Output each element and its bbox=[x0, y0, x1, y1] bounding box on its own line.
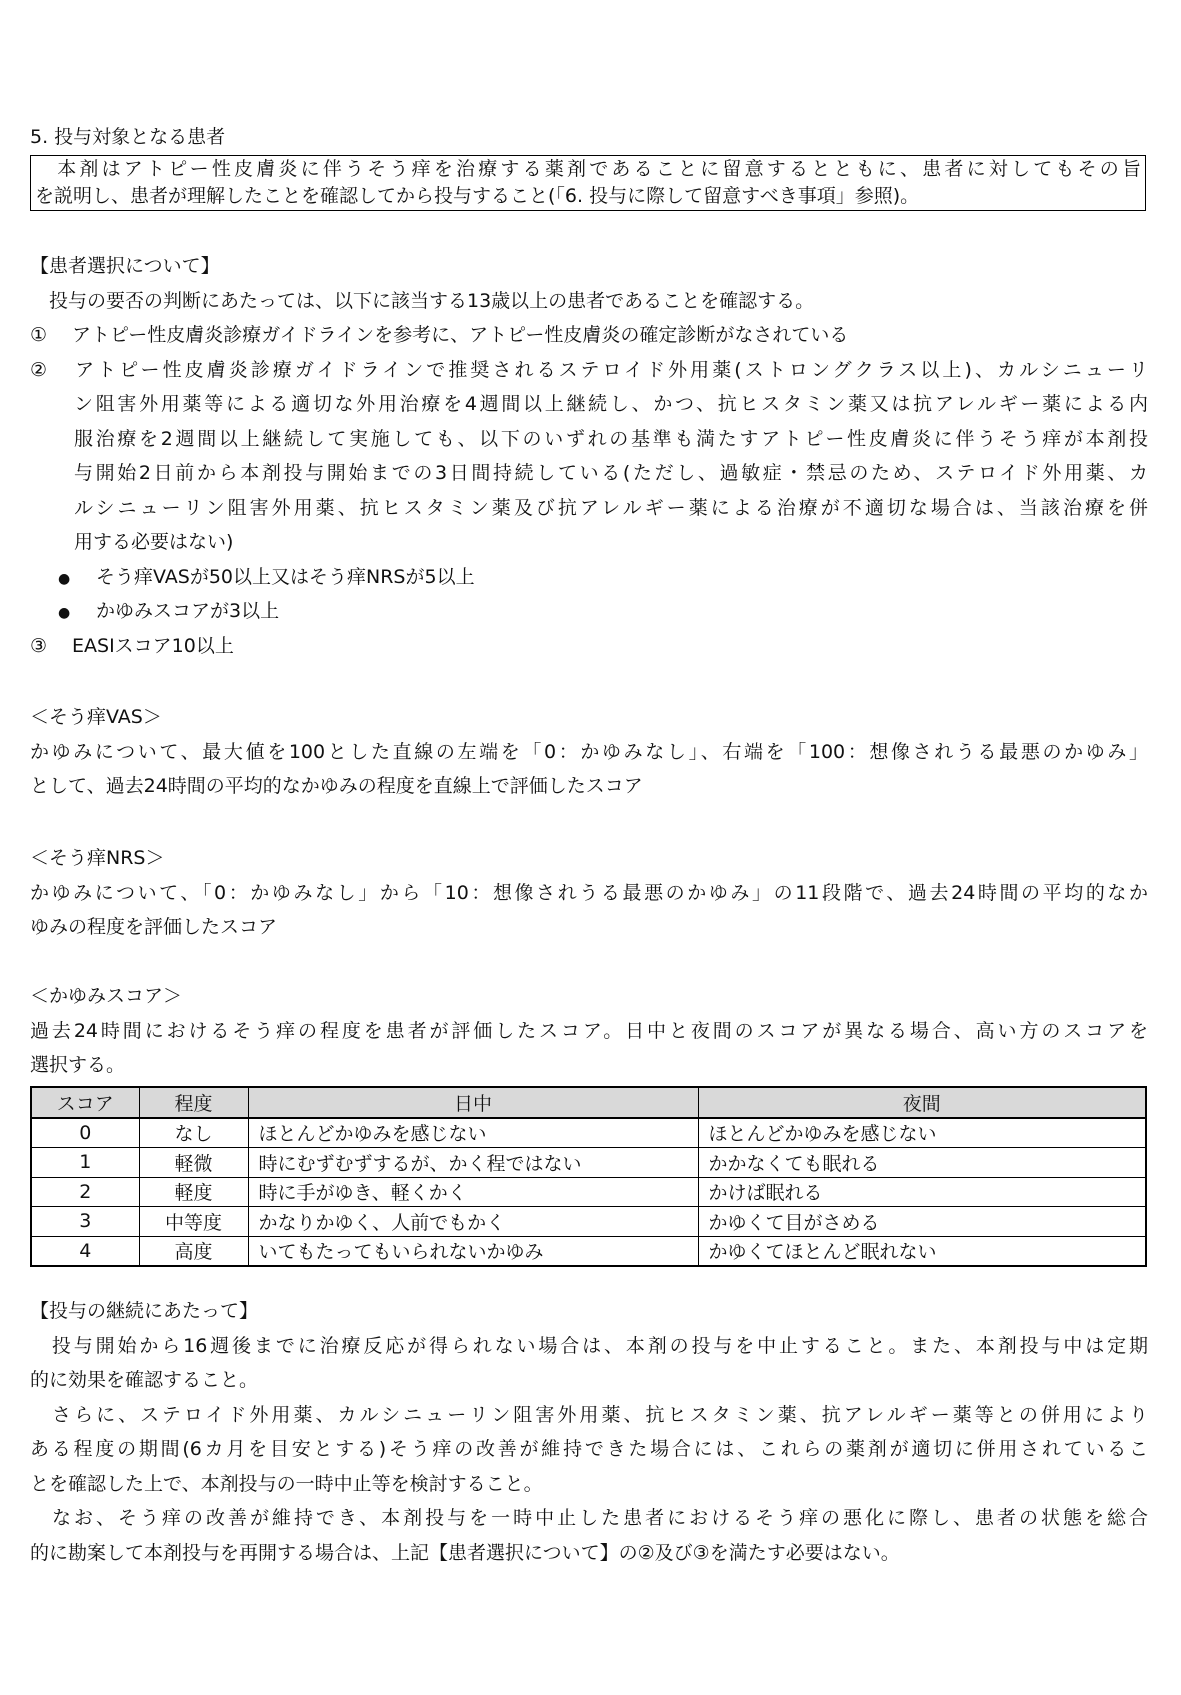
notice-line: を説明し、患者が理解したことを確認してから投与すること(「6. 投与に際して留意すべき事項」参照)。 bbox=[35, 185, 920, 207]
heading: ＜そう痒VAS＞ bbox=[30, 706, 162, 728]
text-line: 的に効果を確認すること。 bbox=[30, 1369, 259, 1391]
table-row bbox=[31, 1207, 1146, 1237]
text-line: 選択する。 bbox=[30, 1054, 126, 1076]
patient-selection bbox=[30, 249, 1148, 663]
heading: ＜そう痒NRS＞ bbox=[30, 847, 165, 869]
criterion-1: アトピー性皮膚炎診療ガイドラインを参考に、アトピー性皮膚炎の確定診断がなされている bbox=[72, 324, 849, 346]
text-line: ある程度の期間(6カ月を目安とする)そう痒の改善が維持できた場合には、これらの薬剤が適切に併用されているこ bbox=[30, 1438, 1148, 1460]
column-header: 夜間 bbox=[698, 1087, 1146, 1118]
severity-cell: 軽微 bbox=[139, 1148, 248, 1178]
nighttime-cell: かけば眠れる bbox=[698, 1177, 1146, 1207]
text-line: なお、そう痒の改善が維持でき、本剤投与を一時中止した患者におけるそう痒の悪化に際し、患者の状態を総合 bbox=[30, 1507, 1148, 1529]
bullet-icon: ● bbox=[58, 570, 71, 587]
text-line: 的に勘案して本剤投与を再開する場合は、上記【患者選択について】の②及び③を満たす必要はない。 bbox=[30, 1541, 900, 1564]
daytime-cell: ほとんどかゆみを感じない bbox=[248, 1118, 698, 1148]
criterion-3: EASIスコア10以上 bbox=[72, 634, 234, 657]
criterion-2-line: 用する必要はない) bbox=[74, 531, 234, 553]
daytime-cell: 時にむずむずするが、かく程ではない bbox=[248, 1148, 698, 1178]
score-cell: 3 bbox=[31, 1207, 139, 1237]
text-line: ゆみの程度を評価したスコア bbox=[30, 916, 278, 938]
severity-cell: 高度 bbox=[139, 1236, 248, 1266]
intro: 投与の要否の判断にあたっては、以下に該当する13歳以上の患者であることを確認する。 bbox=[30, 289, 815, 312]
heading: ＜かゆみスコア＞ bbox=[30, 985, 183, 1007]
nighttime-cell: ほとんどかゆみを感じない bbox=[698, 1118, 1146, 1148]
text-line: かゆみについて、最大値を100とした直線の左端を「0：かゆみなし」、右端を「100：想像されうる最悪のかゆみ」 bbox=[30, 740, 1148, 763]
table-row bbox=[31, 1148, 1146, 1178]
score-cell: 2 bbox=[31, 1177, 139, 1207]
text-line: 過去24時間におけるそう痒の程度を患者が評価したスコア。日中と夜間のスコアが異なる場合、高い方のスコアを bbox=[30, 1019, 1148, 1042]
number-mark: ③ bbox=[30, 634, 48, 657]
table-header-row bbox=[31, 1087, 1146, 1118]
text-line: かゆみについて、「0：かゆみなし」から「10：想像されうる最悪のかゆみ」の11段階で、過去24時間の平均的なか bbox=[30, 881, 1148, 904]
section-title: 5. 投与対象となる患者 bbox=[30, 126, 226, 148]
severity-cell: 中等度 bbox=[139, 1207, 248, 1237]
criterion-2-line: ン阻害外用薬等による適切な外用治療を4週間以上継続し、かつ、抗ヒスタミン薬又は抗アレルギー薬による内 bbox=[74, 393, 1148, 415]
number-mark: ② bbox=[30, 358, 48, 381]
table-row bbox=[31, 1236, 1146, 1266]
nrs-section bbox=[30, 841, 1148, 945]
nighttime-cell: かゆくてほとんど眠れない bbox=[698, 1236, 1146, 1266]
column-header: 程度 bbox=[139, 1087, 248, 1118]
vas-section bbox=[30, 700, 1148, 804]
column-header: 日中 bbox=[248, 1087, 698, 1118]
nighttime-cell: かゆくて目がさめる bbox=[698, 1207, 1146, 1237]
heading: 【患者選択について】 bbox=[30, 255, 220, 277]
bullet-item: かゆみスコアが3以上 bbox=[96, 600, 280, 622]
notice-box bbox=[30, 155, 1146, 211]
column-header: スコア bbox=[31, 1087, 139, 1118]
heading: 【投与の継続にあたって】 bbox=[30, 1300, 259, 1322]
nighttime-cell: かかなくても眠れる bbox=[698, 1148, 1146, 1178]
severity-cell: 軽度 bbox=[139, 1177, 248, 1207]
notice-line: 本剤はアトピー性皮膚炎に伴うそう痒を治療する薬剤であることに留意するとともに、患者に対してもその旨 bbox=[35, 158, 1141, 180]
score-cell: 0 bbox=[31, 1118, 139, 1148]
table-row bbox=[31, 1177, 1146, 1207]
daytime-cell: 時に手がゆき、軽くかく bbox=[248, 1177, 698, 1207]
text-line: さらに、ステロイド外用薬、カルシニューリン阻害外用薬、抗ヒスタミン薬、抗アレルギー薬等との併用により bbox=[30, 1403, 1148, 1426]
criterion-2-line: 与開始2日前から本剤投与開始までの3日間持続している(ただし、過敏症・禁忌のため、ステロイド外用薬、カ bbox=[74, 462, 1148, 484]
itch-score-table bbox=[30, 1086, 1147, 1267]
text-line: として、過去24時間の平均的なかゆみの程度を直線上で評価したスコア bbox=[30, 775, 643, 797]
table-row bbox=[31, 1118, 1146, 1148]
text-line: とを確認した上で、本剤投与の一時中止等を検討すること。 bbox=[30, 1472, 543, 1495]
criterion-2-line: ルシニューリン阻害外用薬、抗ヒスタミン薬及び抗アレルギー薬による治療が不適切な場合は、当該治療を併 bbox=[74, 496, 1148, 519]
score-cell: 4 bbox=[31, 1236, 139, 1266]
bullet-icon: ● bbox=[58, 605, 71, 621]
daytime-cell: いてもたってもいられないかゆみ bbox=[248, 1236, 698, 1266]
criterion-2-line: 服治療を2週間以上継続して実施しても、以下のいずれの基準も満たすアトピー性皮膚炎に伴うそう痒が本剤投 bbox=[74, 427, 1148, 450]
number-mark: ① bbox=[30, 324, 48, 346]
daytime-cell: かなりかゆく、人前でもかく bbox=[248, 1207, 698, 1237]
severity-cell: なし bbox=[139, 1118, 248, 1148]
continuation-section bbox=[30, 1294, 1148, 1570]
criterion-2-line: アトピー性皮膚炎診療ガイドラインで推奨されるステロイド外用薬(ストロングクラス以上)、カルシニューリ bbox=[72, 358, 1148, 381]
bullet-item: そう痒VASが50以上又はそう痒NRSが5以上 bbox=[96, 565, 475, 588]
itch-score-section bbox=[30, 979, 1148, 1083]
text-line: 投与開始から16週後までに治療反応が得られない場合は、本剤の投与を中止すること。また、本剤投与中は定期 bbox=[30, 1334, 1148, 1357]
score-cell: 1 bbox=[31, 1148, 139, 1178]
